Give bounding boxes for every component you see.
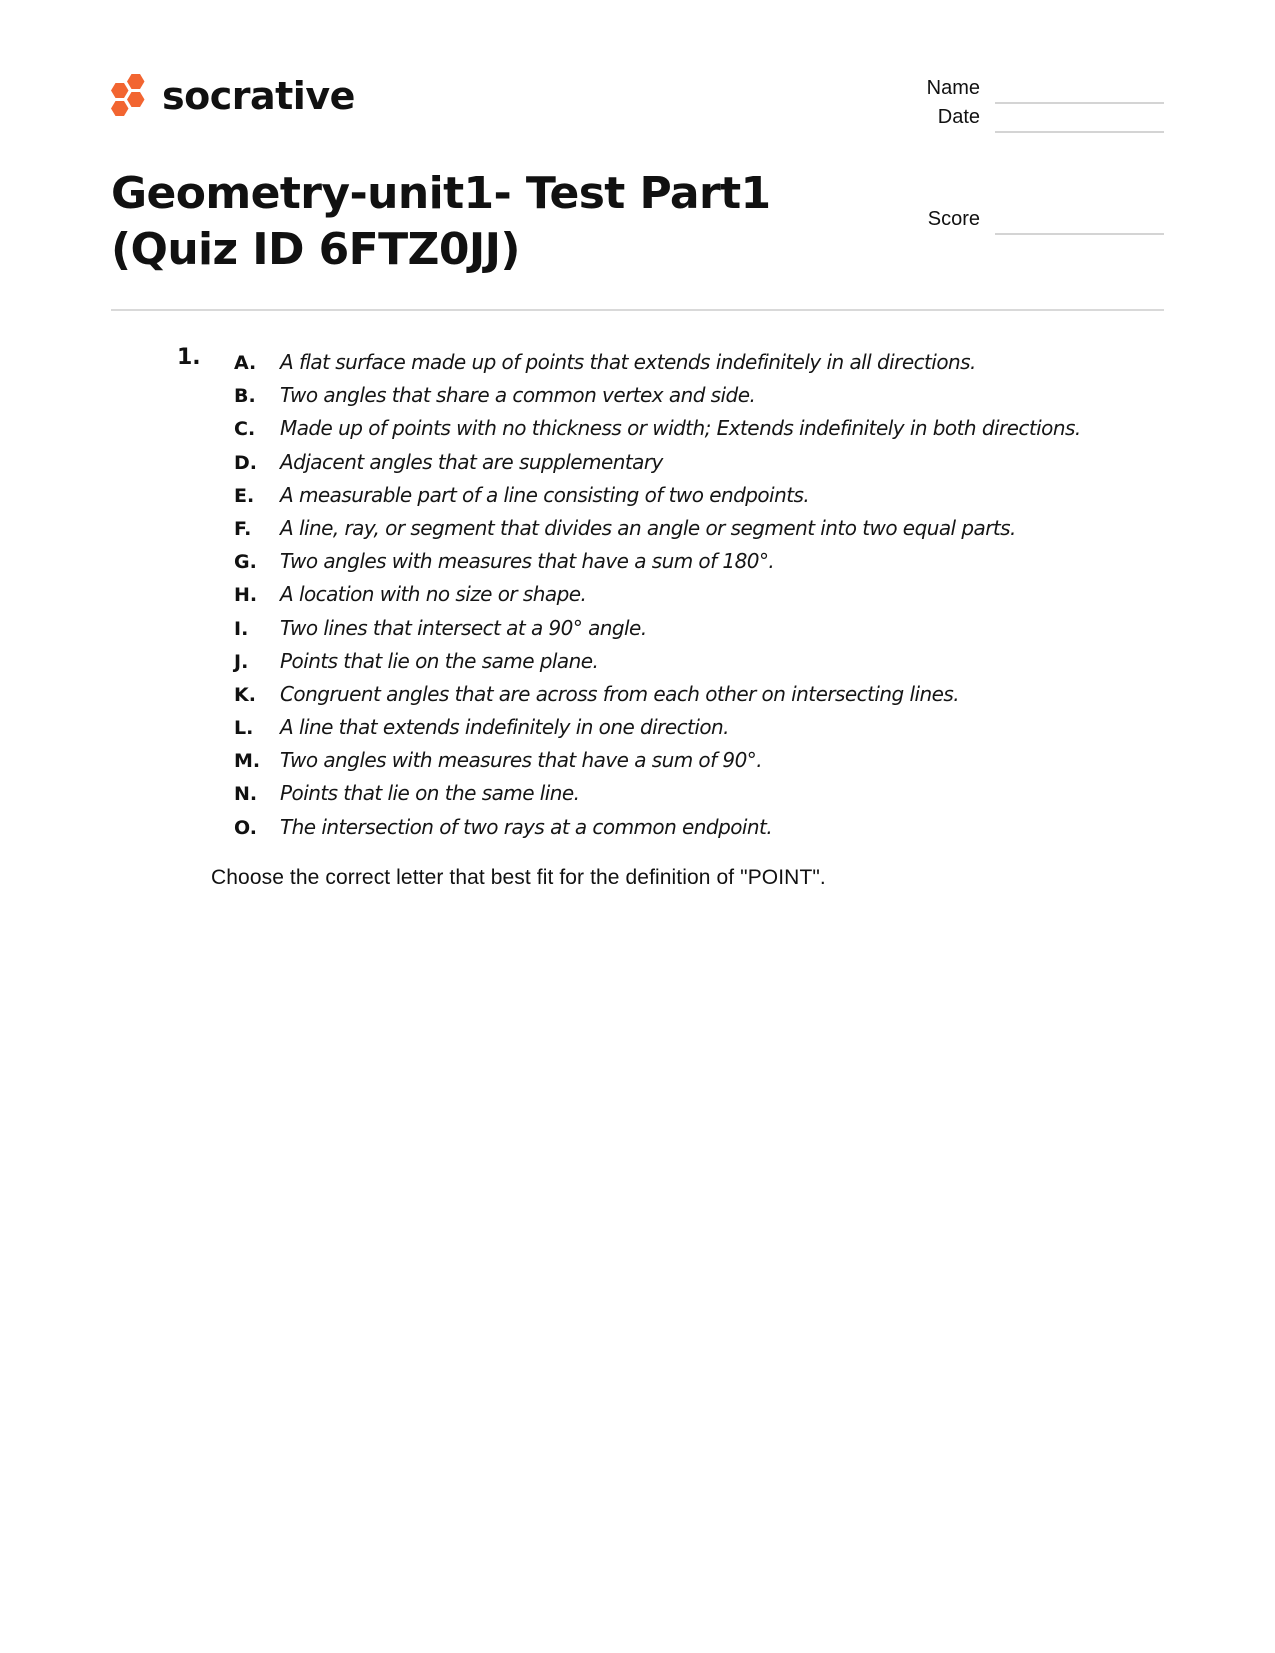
score-label: Score: [927, 208, 980, 230]
choice-item: [234, 450, 1081, 483]
choice-letter: K.: [234, 683, 256, 706]
name-field[interactable]: [880, 76, 1164, 104]
choice-item: [234, 483, 1081, 516]
choice-letter: B.: [234, 385, 256, 408]
date-label: Date: [937, 106, 980, 128]
choice-letter: F.: [234, 517, 252, 540]
choice-item: [234, 516, 1081, 549]
choice-item: [234, 748, 1081, 781]
date-input-line[interactable]: [995, 131, 1164, 133]
header-divider: [111, 309, 1164, 311]
question-number: 1.: [177, 345, 201, 370]
choice-letter: H.: [234, 584, 258, 607]
quiz-title: Geometry-unit1- Test Part1 (Quiz ID 6FTZ0JJ): [111, 168, 771, 275]
choice-item: [234, 649, 1081, 682]
choice-letter: A.: [234, 352, 257, 374]
choice-letter: M.: [234, 750, 261, 773]
socrative-logo: [111, 72, 355, 124]
choice-text: Congruent angles that are across from each other on intersecting lines.: [280, 681, 960, 706]
choice-letter: L.: [234, 717, 254, 740]
choice-letter: G.: [234, 551, 257, 574]
choice-text: Points that lie on the same plane.: [280, 648, 599, 673]
score-field[interactable]: [880, 207, 1164, 235]
choice-item: [234, 682, 1081, 715]
choice-text: A location with no size or shape.: [280, 582, 587, 607]
choice-letter: J.: [234, 650, 249, 673]
question-prompt: Choose the correct letter that best fit for the definition of "POINT".: [211, 866, 826, 889]
choice-item: [234, 715, 1081, 748]
choice-text: A line, ray, or segment that divides an angle or segment into two equal parts.: [280, 515, 1016, 540]
name-label: Name: [926, 77, 980, 99]
name-input-line[interactable]: [995, 102, 1164, 104]
choice-letter: D.: [234, 451, 257, 474]
choice-text: Two angles with measures that have a sum of 90°.: [280, 748, 763, 773]
choice-item: [234, 582, 1081, 615]
date-field[interactable]: [880, 105, 1164, 133]
choice-letter: I.: [234, 617, 249, 640]
choice-item: [234, 383, 1081, 416]
choice-text: A line that extends indefinitely in one direction.: [280, 715, 729, 740]
choice-text: Two lines that intersect at a 90° angle.: [280, 615, 647, 640]
choice-text: Adjacent angles that are supplementary: [280, 449, 663, 474]
choice-letter: E.: [234, 484, 255, 507]
choice-text: Two angles with measures that have a sum of 180°.: [280, 549, 775, 574]
choice-text: The intersection of two rays at a common endpoint.: [280, 814, 773, 839]
choice-item: [234, 350, 1081, 383]
choice-item: [234, 549, 1081, 582]
choice-item: [234, 616, 1081, 649]
choice-text: Points that lie on the same line.: [280, 781, 580, 806]
choice-letter: C.: [234, 418, 256, 441]
choice-letter: O.: [234, 816, 257, 839]
brand-name: socrative: [162, 74, 355, 118]
choice-item: [234, 815, 1081, 848]
choice-item: [234, 781, 1081, 814]
choice-text: Made up of points with no thickness or width; Extends indefinitely in both directions.: [280, 416, 1081, 441]
score-input-line[interactable]: [995, 233, 1164, 235]
choice-text: A measurable part of a line consisting of two endpoints.: [280, 482, 810, 507]
choice-letter: N.: [234, 783, 258, 806]
choice-text: Two angles that share a common vertex and side.: [280, 383, 756, 408]
choice-item: [234, 416, 1081, 449]
hexagon-cluster-logo-icon: [111, 72, 151, 124]
choice-text: A flat surface made up of points that extends indefinitely in all directions.: [280, 350, 976, 374]
choice-list: [234, 350, 1081, 848]
